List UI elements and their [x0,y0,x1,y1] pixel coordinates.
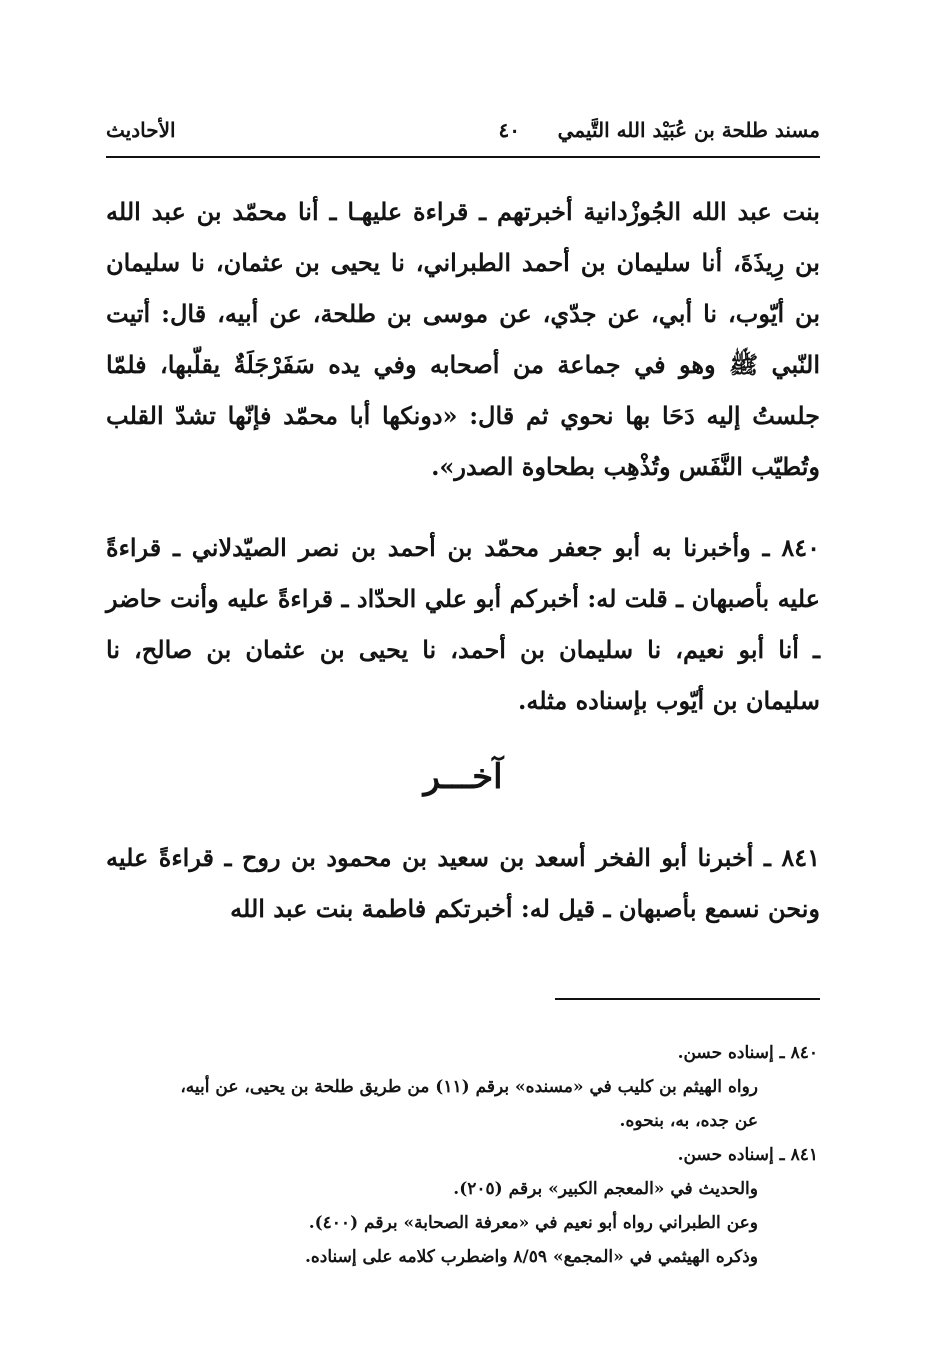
footnote-841-line: وذكره الهيثمي في «المجمع» ٨/٥٩ واضطرب كلامه على إسناده. [304,1247,758,1267]
section-name: الأحاديث [106,118,176,142]
footnote-rule [555,998,820,1000]
footnote-841-line: والحديث في «المعجم الكبير» برقم (٢٠٥). [453,1179,758,1199]
running-header [106,118,820,158]
footnote-840-line: رواه الهيثم بن كليب في «مسنده» برقم (١١) من طريق طلحة بن يحيى، عن أبيه، [180,1077,758,1097]
footnote-840-line: عن جده، به، بنحوه. [619,1111,758,1131]
book-title: مسند طلحة بن عُبَيْد الله التَّيمي [557,118,820,142]
footnotes [106,1036,820,1274]
page-number: ٤٠ [498,118,520,142]
footnote-841-head: ٨٤١ ـ إسناده حسن. [677,1145,818,1165]
hadith-841: ٨٤١ ـ أخبرنا أبو الفخر أسعد بن سعيد بن محمود بن روح ـ قراءةً عليه ونحن نسمع بأصبهان ـ قيل له: أخبرتكم فاطمة بنت عبد الله [106,843,820,923]
section-heading: آخـــر [423,757,503,797]
hadith-continuation: بنت عبد الله الجُوزْدانية أخبرتهم ـ قراءة عليهـا ـ أنا محمّد بن عبد الله بن رِيذَةَ، أنا سليمان بن أحمد الطبراني، نا يحيى بن عثمان، نا سليمان بن أيّوب، نا أبي، عن جدّي، عن موسى بن طلحة، عن أبيه، قال: أتيت النّبي ﷺ وهو في جماعة من أصحابه وفي يده سَفَرْجَلَةٌ يقلّبها، فلمّا جلستُ إليه دَحَا بها نحوي ثم قال: «دونكها أبا محمّد فإنّها تشدّ القلب وتُطيّب النَّفَس وتُذْهِب بطحاوة الصدر». [106,197,820,481]
header-rule [106,156,820,158]
hadith-840: ٨٤٠ ـ وأخبرنا به أبو جعفر محمّد بن أحمد بن نصر الصيّدلاني ـ قراءةً عليه بأصبهان ـ قلت له: أخبركم أبو علي الحدّاد ـ قراءةً عليه وأنت حاضر ـ أنا أبو نعيم، نا سليمان بن أحمد، نا يحيى بن عثمان بن صالح، نا سليمان بن أيّوب بإسناده مثله. [106,533,820,715]
footnote-841-line: وعن الطبراني رواه أبو نعيم في «معرفة الصحابة» برقم (٤٠٠). [308,1213,758,1233]
footnote-840-head: ٨٤٠ ـ إسناده حسن. [677,1043,818,1063]
